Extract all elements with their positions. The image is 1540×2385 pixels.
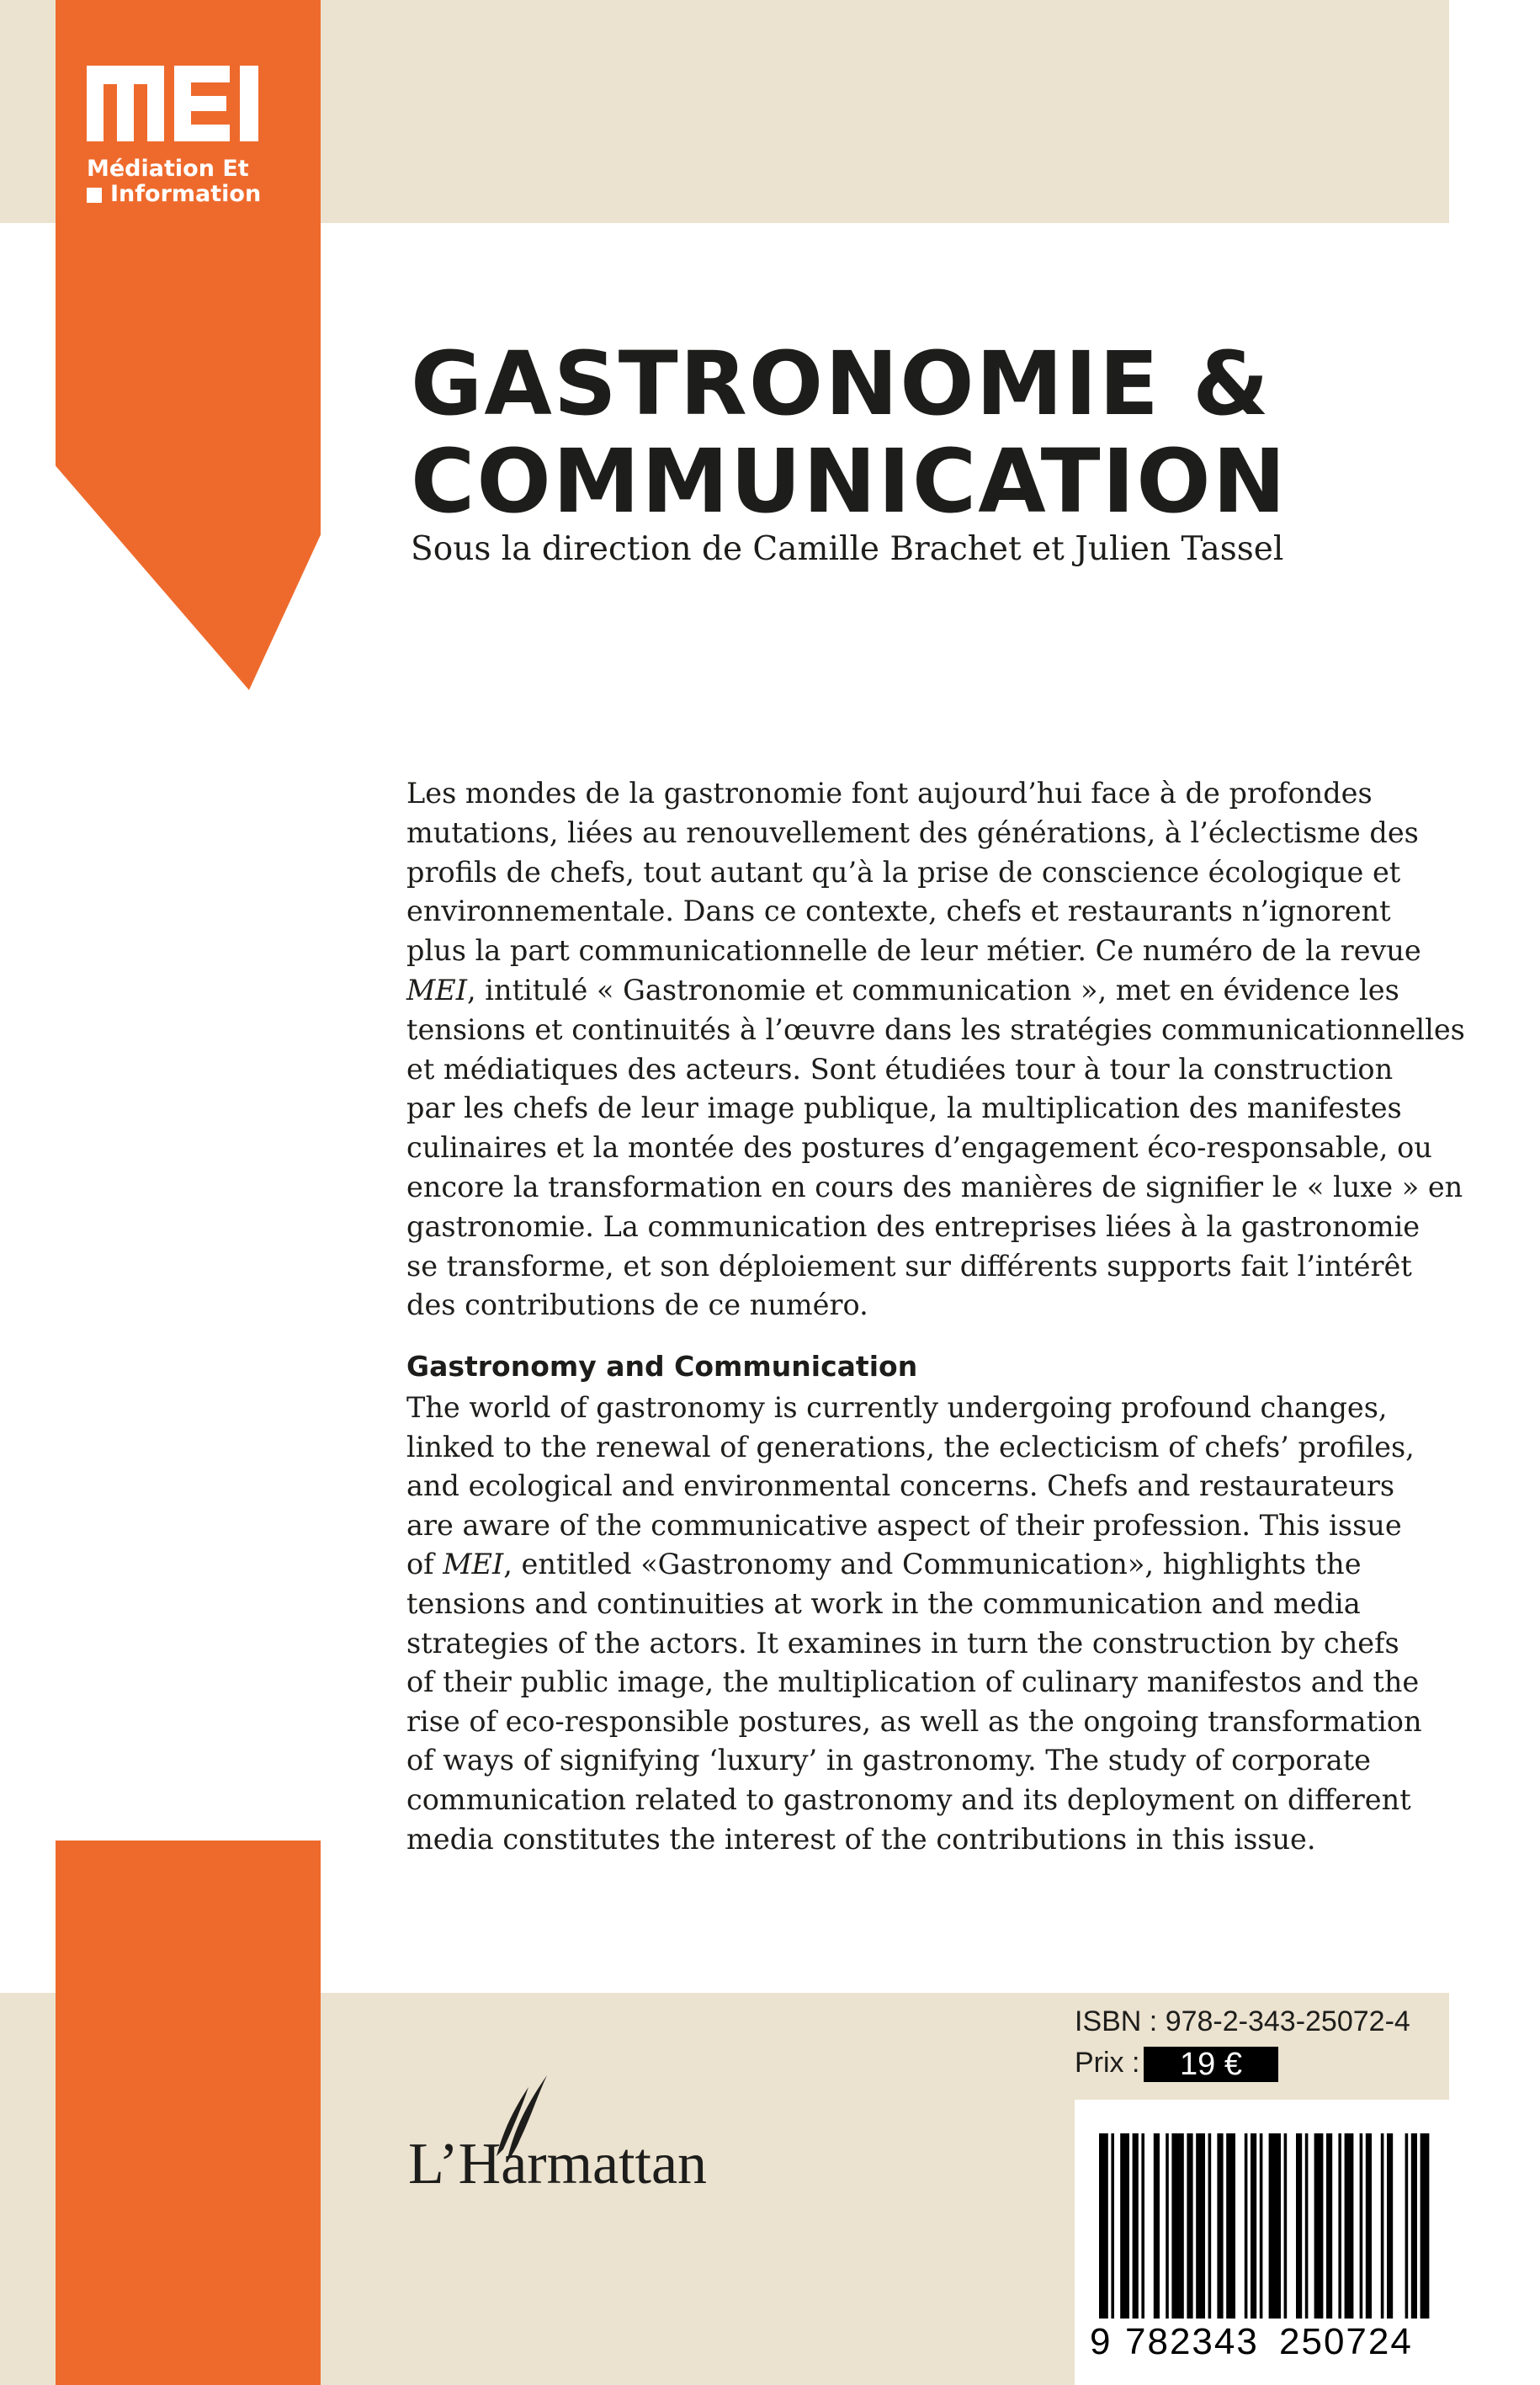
editors-line: Sous la direction de Camille Brachet et Julien Tassel	[411, 530, 1284, 568]
english-line: of ways of signifying ‘luxury’ in gastronomy. The study of corporate	[406, 1744, 1372, 1777]
publisher-name: L’Harmattan	[408, 2132, 708, 2196]
price-label: Prix :	[1075, 2047, 1140, 2079]
french-line: mutations, liées au renouvellement des générations, à l’éclectisme des	[406, 815, 1419, 849]
book-title	[411, 332, 1378, 533]
logo-line-2	[87, 182, 261, 207]
logo-line-2-text: Information	[110, 181, 262, 207]
price-row	[1075, 2047, 1242, 2084]
french-line: et médiatiques des acteurs. Sont étudiées tour à tour la construction	[406, 1052, 1394, 1086]
publisher-logo	[408, 2087, 812, 2196]
french-line: culinaires et la montée des postures d’engagement éco-responsable, ou	[406, 1131, 1432, 1165]
french-line: plus la part communicationnelle de leur métier. Ce numéro de la revue	[406, 934, 1421, 968]
french-line: des contributions de ce numéro.	[406, 1288, 868, 1322]
french-line: environnementale. Dans ce contexte, chefs et restaurants n’ignorent	[406, 895, 1391, 928]
english-line: and ecological and environmental concerns. Chefs and restaurateurs	[406, 1469, 1395, 1503]
french-line: MEI, intitulé « Gastronomie et communication », met en évidence les	[406, 973, 1399, 1007]
title-line-2: COMMUNICATION	[411, 430, 1288, 533]
isbn-text: ISBN : 978-2-343-25072-4	[1075, 2005, 1410, 2037]
french-line: gastronomie. La communication des entreprises liées à la gastronomie	[406, 1209, 1421, 1243]
french-line: Les mondes de la gastronomie font aujourd’hui face à de profondes	[406, 777, 1373, 810]
english-heading: Gastronomy and Communication	[406, 1350, 918, 1383]
summary-english	[406, 1389, 1458, 1859]
summary-french	[406, 774, 1465, 1325]
english-line: rise of eco-responsible postures, as well as the ongoing transformation	[406, 1704, 1422, 1738]
barcode-area	[1075, 2100, 1449, 2385]
french-line: tensions et continuités à l’œuvre dans les stratégies communicationnelles	[406, 1012, 1465, 1046]
english-line: strategies of the actors. It examines in turn the construction by chefs	[406, 1626, 1399, 1660]
english-line: communication related to gastronomy and its deployment on different	[406, 1782, 1411, 1816]
english-line: of their public image, the multiplication of culinary manifestos and the	[406, 1665, 1420, 1699]
english-line: media constitutes the interest of the contributions in this issue.	[406, 1822, 1316, 1856]
barcode-first-digit: 9	[1090, 2321, 1111, 2362]
english-line: of MEI, entitled «Gastronomy and Communication», highlights the	[406, 1548, 1362, 1581]
french-line: encore la transformation en cours des manières de signifier le « luxe » en	[406, 1170, 1463, 1203]
french-line: se transforme, et son déploiement sur différents supports fait l’intérêt	[406, 1249, 1412, 1283]
english-line: The world of gastronomy is currently undergoing profound changes,	[406, 1391, 1388, 1424]
logo-square-icon	[87, 188, 102, 203]
mei-logo	[87, 66, 289, 234]
french-line: profils de chefs, tout autant qu’à la prise de conscience écologique et	[406, 855, 1401, 889]
english-line: tensions and continuities at work in the communication and media	[406, 1586, 1361, 1620]
mei-logo-text	[87, 157, 261, 207]
barcode-icon	[1096, 2133, 1432, 2327]
barcode-group-2: 250724	[1279, 2321, 1413, 2362]
english-line: are aware of the communicative aspect of their profession. This issue	[406, 1508, 1402, 1542]
french-line: par les chefs de leur image publique, la multiplication des manifestes	[406, 1092, 1402, 1125]
title-line-1: GASTRONOMIE &	[411, 332, 1271, 435]
logo-line-1: Médiation Et	[87, 156, 249, 182]
price-box: 19 €	[1144, 2047, 1278, 2082]
orange-ribbon-bottom	[56, 1841, 321, 2385]
english-line: linked to the renewal of generations, the eclecticism of chefs’ profiles,	[406, 1430, 1415, 1463]
barcode-group-1: 782343	[1125, 2321, 1259, 2362]
